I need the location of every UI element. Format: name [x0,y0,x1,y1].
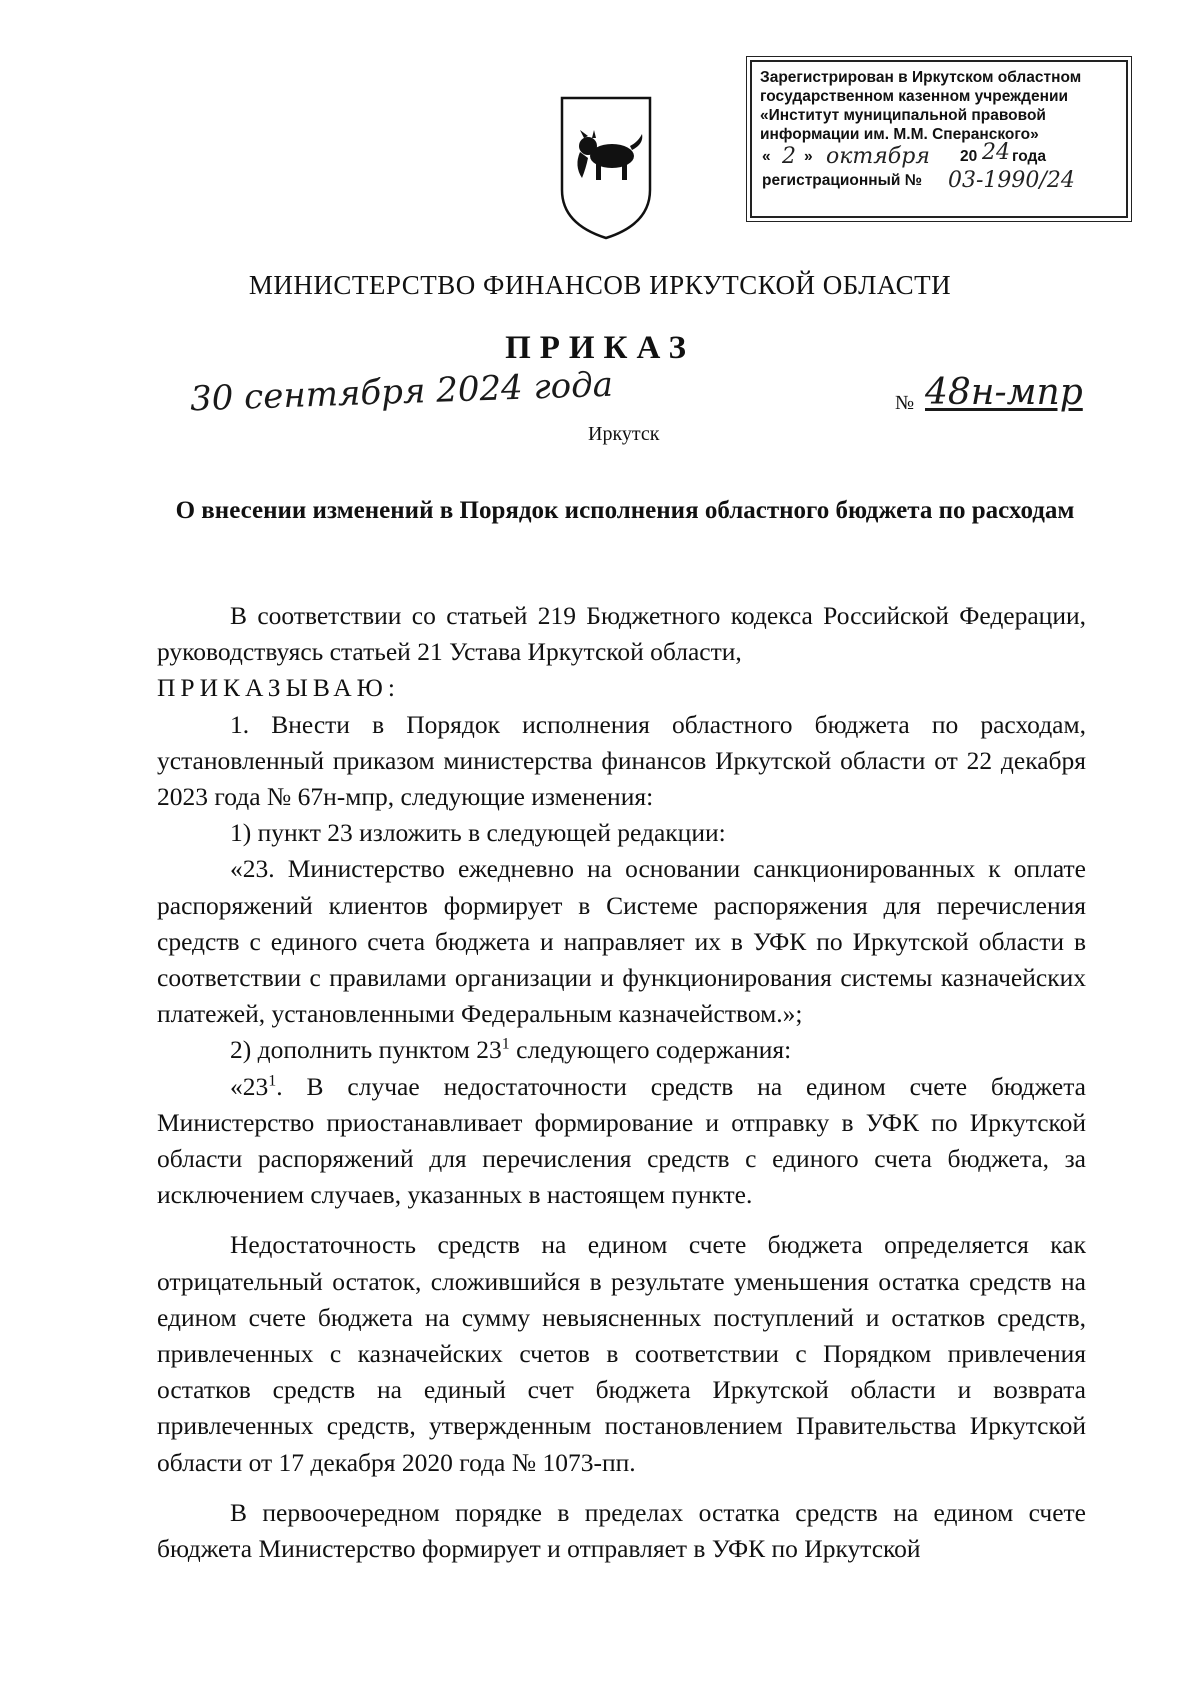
stamp-date-day: 2 [782,144,796,169]
registration-stamp [750,60,1128,218]
ministry-name: МИНИСТЕРСТВО ФИНАНСОВ ИРКУТСКОЙ ОБЛАСТИ [248,270,952,300]
stamp-reg-number: 03-1990/24 [948,168,1075,193]
point-23-1-text-b: . В случае недостаточности средств на едином счете бюджета Министерство приостанавливает формирование и отправку в УФК по Иркутской области распоряжений для перечисления средств с единого счета бюджета, за исключением случаев, указанных в настоящем пункте. [157,1071,1086,1210]
stamp-registration-row [760,168,1118,192]
paragraph-preamble: В соответствии со статьей 219 Бюджетного кодекса Российской Федерации, руководствуясь статьей 21 Устава Иркутской области, [157,601,1086,667]
order-number-label: № [895,392,915,414]
paragraph-priority: В первоочередном порядке в пределах остатка средств на едином счете бюджета Министерство формирует и отправляет в УФК по Иркутской [157,1497,1086,1564]
stamp-date-month: октября [826,144,930,169]
paragraph-insufficiency: Недостаточность средств на едином счете бюджета определяется как отрицательный остаток, сложившийся в результате уменьшения остатка средств на едином счете бюджета на сумму невыясненных поступлений и остатков средств, привлеченных с казначейских счетов в соответствии с Порядком привлечения остатков средств на единый счет бюджета Иркутской области и возврата привлеченных средств, утвержденным постановлением Правительства Иркутской области от 17 декабря 2020 года № 1073-пп. [157,1230,1086,1477]
coat-of-arms-emblem [558,94,654,242]
subitem-2-superscript: 1 [501,1035,510,1053]
document-body [157,598,1086,1567]
document-title: О внесении изменений в Порядок исполнения областного бюджета по расходам [175,497,1075,524]
stamp-year-word: года [1012,148,1046,165]
stamp-line-1: Зарегистрирован в Иркутском областном [760,69,1082,86]
order-number-handwritten: 48н-мпр [925,372,1083,413]
paragraph-point-23-1 [157,1069,1086,1214]
stamp-date-open: « [762,148,771,165]
paragraph-point-23: «23. Министерство ежедневно на основании санкционированных к оплате распоряжений клиентов формирует в Системе распоряжения для перечисления средств с единого счета бюджета и направляет их в УФК по Иркутской области в соответствии с правилами организации и функционирования системы казначейских платежей, установленными Федеральным казначейством.»; [157,854,1086,1029]
paragraph-order-word: ПРИКАЗЫВАЮ: [157,673,400,703]
order-date-handwritten: 30 сентября 2024 года [189,364,614,420]
paragraph-subitem-2 [157,1032,1086,1068]
point-23-1-superscript: 1 [268,1072,277,1090]
paragraph-subitem-1: 1) пункт 23 изложить в следующей редакции: [230,818,726,848]
stamp-line-2: государственном казенном учреждении [760,88,1069,105]
point-23-1-text-a: «23 [230,1071,269,1101]
document-type: ПРИКАЗ [505,330,695,366]
stamp-date-close: » [804,148,813,165]
paragraph-item-1: 1. Внести в Порядок исполнения областного бюджета по расходам, установленный приказом министерства финансов Иркутской области от 22 декабря 2023 года № 67н-мпр, следующие изменения: [157,709,1086,812]
stamp-date-row [760,140,1118,169]
stamp-year-prefix: 20 [960,148,978,165]
stamp-line-4: информации им. М.М. Сперанского» [760,126,1039,143]
city-name: Иркутск [588,423,660,445]
stamp-year-suffix: 24 [982,140,1010,165]
stamp-reg-label: регистрационный № [762,172,922,189]
subitem-2-text-a: 2) дополнить пунктом 23 [230,1035,502,1065]
stamp-line-3: «Институт муниципальной правовой [760,107,1046,124]
subitem-2-text-b: следующего содержания: [509,1035,792,1065]
